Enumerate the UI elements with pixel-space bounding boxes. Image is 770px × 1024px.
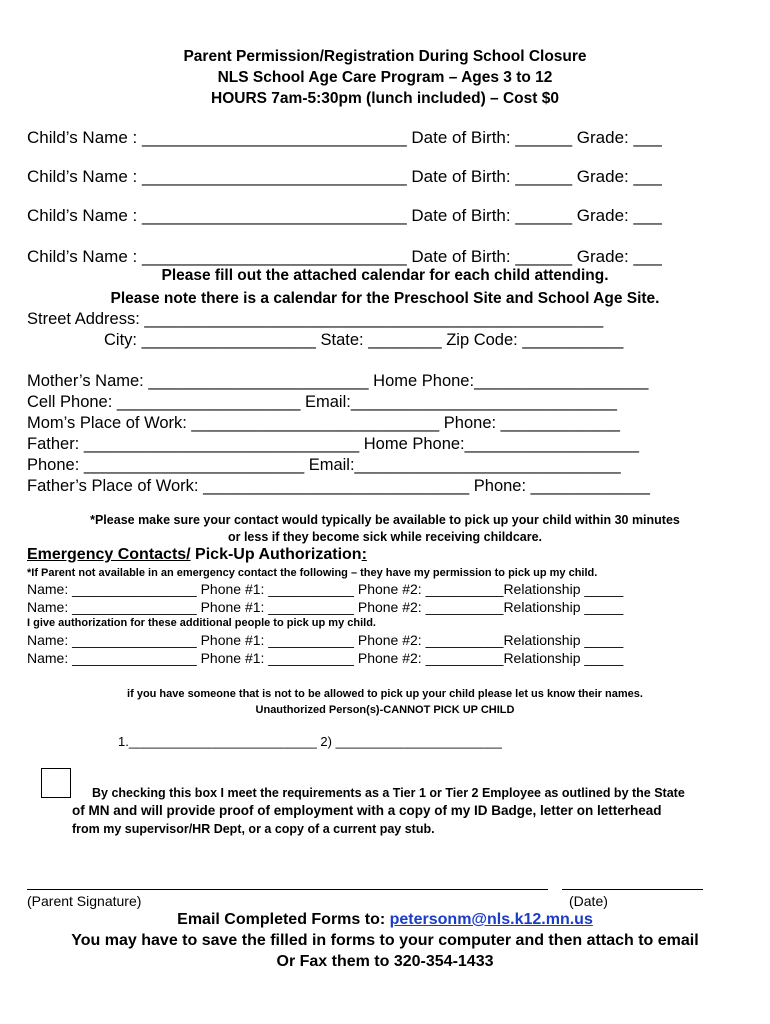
unauthorized-heading: Unauthorized Person(s)-CANNOT PICK UP CHILD [255, 704, 515, 716]
email-prefix: Email Completed Forms to: [177, 911, 390, 928]
father-phone-line[interactable]: Phone: ________________________ Email:_____________________________ [27, 456, 621, 474]
child-line-4[interactable]: Child’s Name : ____________________________ Date of Birth: ______ Grade: ___ [27, 247, 662, 266]
date-label: (Date) [569, 893, 608, 909]
email-instruction [0, 911, 770, 929]
emergency-heading-a: Emergency Contacts/ [27, 546, 191, 563]
calendar-note-1: Please fill out the attached calendar for each child attending. [161, 267, 609, 284]
emergency-row-4[interactable]: Name: ________________ Phone #1: ___________ Phone #2: __________Relationship _____ [27, 650, 624, 666]
program-title: NLS School Age Care Program – Ages 3 to 12 [217, 69, 553, 86]
city-state-zip-line[interactable]: City: ___________________ State: ________ Zip Code: ___________ [104, 331, 624, 349]
hours-title: HOURS 7am-5:30pm (lunch included) – Cost $0 [211, 90, 559, 107]
emergency-row-3[interactable]: Name: ________________ Phone #1: ___________ Phone #2: __________Relationship _____ [27, 632, 624, 648]
child-line-3[interactable]: Child’s Name : ____________________________ Date of Birth: ______ Grade: ___ [27, 206, 662, 225]
date-line[interactable] [562, 889, 703, 890]
unauthorized-note: if you have someone that is not to be allowed to pick up your child please let us know their names. [127, 688, 643, 700]
mother-line[interactable]: Mother’s Name: ________________________ Home Phone:___________________ [27, 372, 649, 390]
child-line-1[interactable]: Child’s Name : ____________________________ Date of Birth: ______ Grade: ___ [27, 128, 662, 147]
mom-work-line[interactable]: Mom’s Place of Work: ___________________________ Phone: _____________ [27, 414, 620, 432]
tier-text-1: By checking this box I meet the requirements as a Tier 1 or Tier 2 Employee as outlined by the State [92, 786, 685, 800]
unauthorized-entries[interactable]: 1.__________________________ 2) _______________________ [118, 734, 502, 749]
tier-text-2: of MN and will provide proof of employment with a copy of my ID Badge, letter on letterhead [72, 803, 662, 818]
form-title: Parent Permission/Registration During School Closure [183, 48, 587, 65]
emergency-note-2: I give authorization for these additional people to pick up my child. [27, 617, 376, 629]
fax-instruction: Or Fax them to 320-354-1433 [276, 953, 494, 970]
parent-signature-line[interactable] [27, 889, 548, 890]
availability-note-2: or less if they become sick while receiving childcare. [227, 530, 543, 544]
emergency-heading-c: : [361, 546, 367, 563]
tier-checkbox[interactable] [41, 768, 71, 798]
email-link[interactable]: petersonm@nls.k12.mn.us [389, 911, 593, 928]
emergency-row-1[interactable]: Name: ________________ Phone #1: ___________ Phone #2: __________Relationship _____ [27, 581, 624, 597]
emergency-row-2[interactable]: Name: ________________ Phone #1: ___________ Phone #2: __________Relationship _____ [27, 599, 624, 615]
save-instruction: You may have to save the filled in forms to your computer and then attach to email [71, 932, 699, 949]
emergency-heading [27, 546, 367, 564]
father-line[interactable]: Father: ______________________________ Home Phone:___________________ [27, 435, 639, 453]
street-address-line[interactable]: Street Address: __________________________________________________ [27, 310, 604, 328]
calendar-note-2: Please note there is a calendar for the Preschool Site and School Age Site. [110, 290, 660, 307]
parent-signature-label: (Parent Signature) [27, 893, 142, 909]
emergency-heading-b: Pick-Up Authorization [190, 546, 362, 563]
tier-text-3: from my supervisor/HR Dept, or a copy of a current pay stub. [72, 822, 435, 836]
father-work-line[interactable]: Father’s Place of Work: _____________________________ Phone: _____________ [27, 477, 650, 495]
availability-note-1: *Please make sure your contact would typically be available to pick up your child within 30 minutes [90, 513, 680, 527]
emergency-note-1: *If Parent not available in an emergency contact the following – they have my permission to pick up my child. [27, 567, 598, 579]
mother-cell-line[interactable]: Cell Phone: ____________________ Email:_____________________________ [27, 393, 617, 411]
child-line-2[interactable]: Child’s Name : ____________________________ Date of Birth: ______ Grade: ___ [27, 167, 662, 186]
